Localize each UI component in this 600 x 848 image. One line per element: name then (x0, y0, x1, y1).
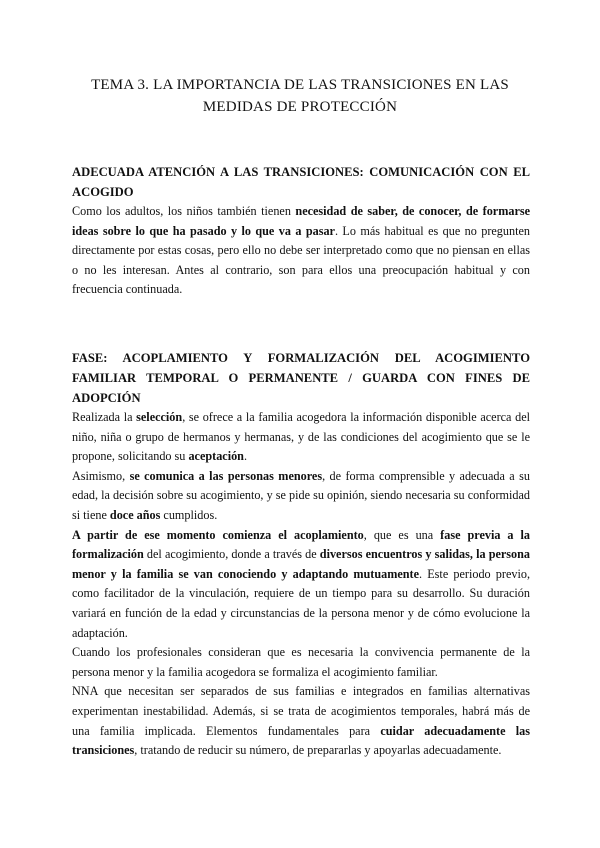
bold-text: A partir de ese momento comienza el acoplamiento (72, 527, 364, 542)
paragraph (72, 526, 530, 644)
paragraph (72, 202, 530, 300)
text-run: NNA que necesitan ser separados de sus familias e integrados en familias alternativas experimentan inestabilidad. Además, si se trata de acogimientos temporales, habrá más de una familia implicada. Elementos fundamentales para (72, 684, 530, 738)
bold-text: cuidar adecuadamente las transiciones (72, 723, 530, 758)
paragraph (72, 682, 530, 760)
text-run: Como los adultos, los niños también tienen (72, 204, 296, 218)
paragraph (72, 408, 530, 467)
text-run: cumplidos. (160, 507, 218, 522)
section-communication (72, 162, 530, 300)
bold-text: diversos encuentros y salidas, la persona menor y la familia se van conociendo y adaptando mutuamente (72, 547, 530, 581)
section-heading: ADECUADA ATENCIÓN A LAS TRANSICIONES: COMUNICACIÓN CON EL ACOGIDO (72, 165, 530, 199)
bold-text: doce años (109, 507, 161, 522)
page-title (60, 74, 540, 118)
text-run: , tratando de reducir su número, de prepararlas y apoyarlas adecuadamente. (134, 743, 502, 758)
section-heading: FASE: ACOPLAMIENTO Y FORMALIZACIÓN DEL ACOGIMIENTO FAMILIAR TEMPORAL O PERMANENTE / GUARDA CON FINES DE ADOPCIÓN (72, 351, 530, 405)
bold-text: aceptación (188, 449, 244, 464)
bold-text: se comunica a las personas menores (129, 468, 323, 483)
text-run: Asimismo, (72, 468, 130, 483)
title-line-2: MEDIDAS DE PROTECCIÓN (202, 99, 398, 115)
text-run: Realizada la (72, 410, 137, 424)
text-run: , se ofrece a la familia acogedora la información disponible acerca del niño, niña o grupo de hermanos y hermanas, y de las condiciones del acogimiento que se le propone, solicitando su (72, 410, 530, 464)
bold-text: selección (136, 410, 183, 424)
text-run: del acogimiento, donde a través de (143, 547, 320, 562)
text-run: . (243, 449, 248, 464)
text-run: , de forma comprensible y adecuada a su edad, la decisión sobre su acogimiento, y se pide su opinión, siendo necesaria su conformidad si tiene (72, 468, 530, 522)
bold-text: fase previa a la formalización (72, 527, 530, 562)
text-run: Cuando los profesionales consideran que es necesaria la convivencia permanente de la persona menor y la familia acogedora se formaliza el acogimiento familiar. (72, 645, 530, 679)
text-run: , que es una (363, 527, 441, 542)
paragraph (72, 467, 530, 526)
paragraph (72, 643, 530, 682)
section-coupling-phase (72, 348, 530, 761)
text-run: . Este periodo previo, como facilitador de la vinculación, requiere de un tiempo para su desarrollo. Su duración variará en función de la edad y circunstancias de la persona menor y de cómo evolucione la adaptación. (72, 566, 530, 640)
title-line-1: TEMA 3. LA IMPORTANCIA DE LAS TRANSICIONES EN LAS (91, 77, 509, 93)
bold-text: necesidad de saber, de conocer, de formarse ideas sobre lo que ha pasado y lo que va a pasar (72, 204, 531, 238)
text-run: . Lo más habitual es que no pregunten directamente por estas cosas, pero ello no debe ser interpretado como que no piensan en ellas o no les interesan. Antes al contrario, son para ellos una preocupación habitual y con frecuencia continuada. (72, 223, 530, 297)
